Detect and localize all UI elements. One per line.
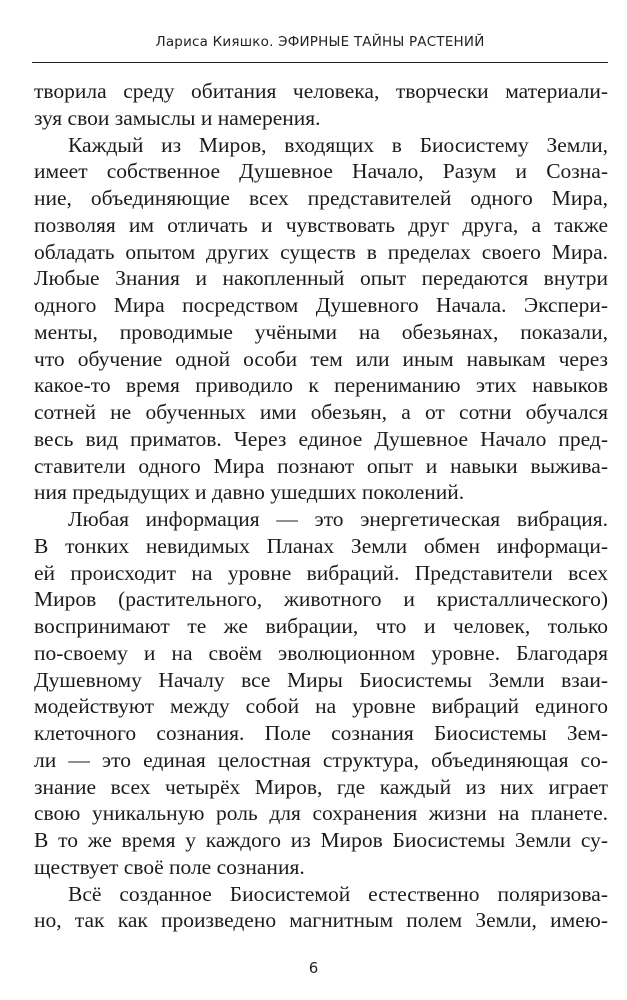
text-line: ставители одного Мира познают опыт и навыки выжива- (34, 453, 608, 478)
text-line: клеточного сознания. Поле сознания Биосистемы Зем- (34, 721, 608, 745)
text-line: какое-то время приводило к перениманию этих навыков (34, 373, 608, 398)
text-line: весь вид приматов. Через единое Душевное Начало пред- (34, 426, 608, 451)
text-line: творила среду обитания человека, творчески материали- (34, 79, 608, 103)
text-line: ния предыдущих и давно ушедших поколений. (34, 480, 465, 505)
text-line: сотней не обученных ими обезьян, а от сотни обучался (34, 400, 608, 424)
body-text (34, 78, 608, 934)
text-line: В то же время у каждого из Миров Биосистемы Земли су- (34, 828, 608, 852)
text-line: ществует своё поле сознания. (34, 854, 305, 879)
text-line: зуя свои замыслы и намерения. (34, 105, 321, 130)
text-line: имеет собственное Душевное Начало, Разум и Созна- (34, 159, 608, 184)
text-line: по-своему и на своём эволюционном уровне. Благодаря (34, 640, 608, 665)
text-line: Миров (растительного, животного и кристаллического) (34, 587, 608, 612)
text-line: воспринимают те же вибрации, что и человек, только (34, 614, 608, 638)
text-line: Любая информация — это энергетическая вибрация. (68, 507, 608, 531)
text-line: обладать опытом других существ в пределах своего Мира. (34, 239, 608, 264)
text-line: одного Мира посредством Душевного Начала. Экспери- (34, 293, 608, 317)
text-line: модействуют между собой на уровне вибраций единого (34, 694, 608, 719)
text-line: менты, проводимые учёными на обезьянах, показали, (34, 319, 608, 344)
paragraph (34, 78, 608, 132)
text-line: Всё созданное Биосистемой естественно поляризова- (68, 881, 608, 906)
text-line: Любые Знания и накопленный опыт передаются внутри (34, 266, 608, 291)
header-rule (32, 62, 608, 63)
running-head-title: Лариса Кияшко. ЭФИРНЫЕ ТАЙНЫ РАСТЕНИЙ (155, 34, 485, 50)
text-line: ли — это единая целостная структура, объединяющая со- (34, 747, 608, 772)
text-line: В тонких невидимых Планах Земли обмен информаци- (34, 533, 608, 558)
text-line: знание всех четырёх Миров, где каждый из них играет (34, 774, 608, 799)
paragraph (34, 506, 608, 881)
text-line: но, так как произведено магнитным полем Земли, имею- (34, 908, 608, 933)
page-number: 6 (308, 959, 319, 977)
text-line: Каждый из Миров, входящих в Биосистему Земли, (68, 132, 608, 157)
text-line: ей происходит на уровне вибраций. Представители всех (34, 560, 608, 585)
text-line: Душевному Началу все Миры Биосистемы Земли взаи- (34, 667, 608, 692)
text-line: позволяя им отличать и чувствовать друг друга, а также (34, 212, 608, 237)
text-line: что обучение одной особи тем или иным навыкам через (34, 346, 608, 371)
text-line: свою уникальную роль для сохранения жизни на планете. (34, 801, 608, 826)
paragraph (34, 881, 608, 935)
paragraph (34, 132, 608, 507)
text-line: ние, объединяющие всех представителей одного Мира, (34, 186, 608, 210)
